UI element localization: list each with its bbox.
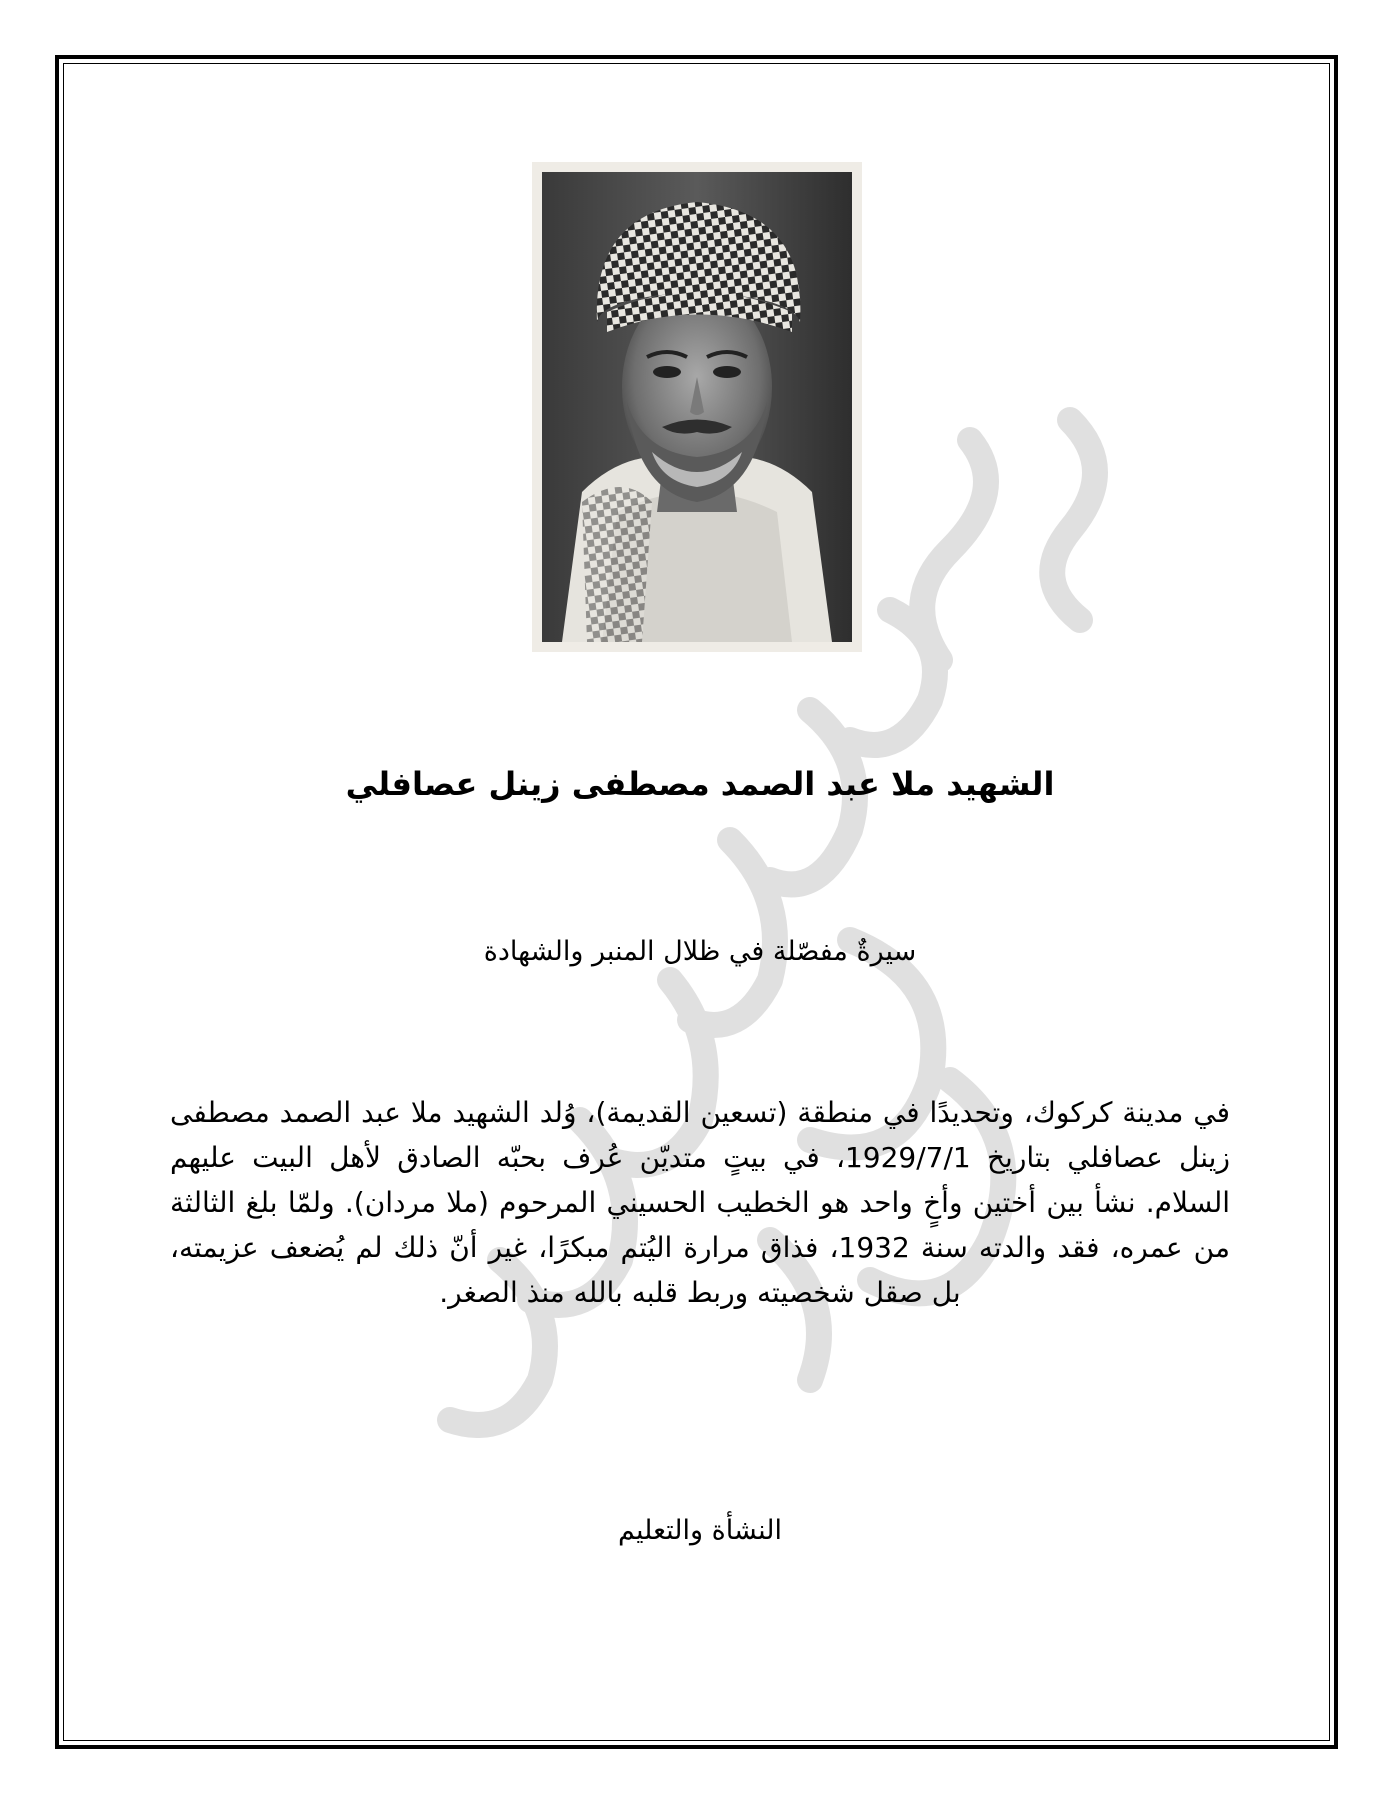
body-paragraph: في مدينة كركوك، وتحديدًا في منطقة (تسعين القديمة)، وُلد الشهيد ملا عبد الصمد مصطفى زينل عصافلي بتاريخ 1929/7/1، في بيتٍ متديّن عُرف بحبّه الصادق لأهل البيت عليهم السلام. نشأ بين أختين وأخٍ واحد هو الخطيب الحسيني المرحوم (ملا مردان). ولمّا بلغ الثالثة من عمره، فقد والدته سنة 1932، فذاق مرارة اليُتم مبكرًا، غير أنّ ذلك لم يُضعف عزيمته، بل صقل شخصيته وربط قلبه بالله منذ الصغر.	[170, 1096, 1230, 1309]
subtitle: سيرةٌ مفصّلة في ظلال المنبر والشهادة	[483, 936, 917, 967]
page-title: الشهيد ملا عبد الصمد مصطفى زينل عصافلي	[345, 765, 1055, 803]
section-heading: النشأة والتعليم	[618, 1515, 782, 1546]
portrait-photo	[532, 162, 862, 652]
portrait-image	[542, 172, 852, 642]
